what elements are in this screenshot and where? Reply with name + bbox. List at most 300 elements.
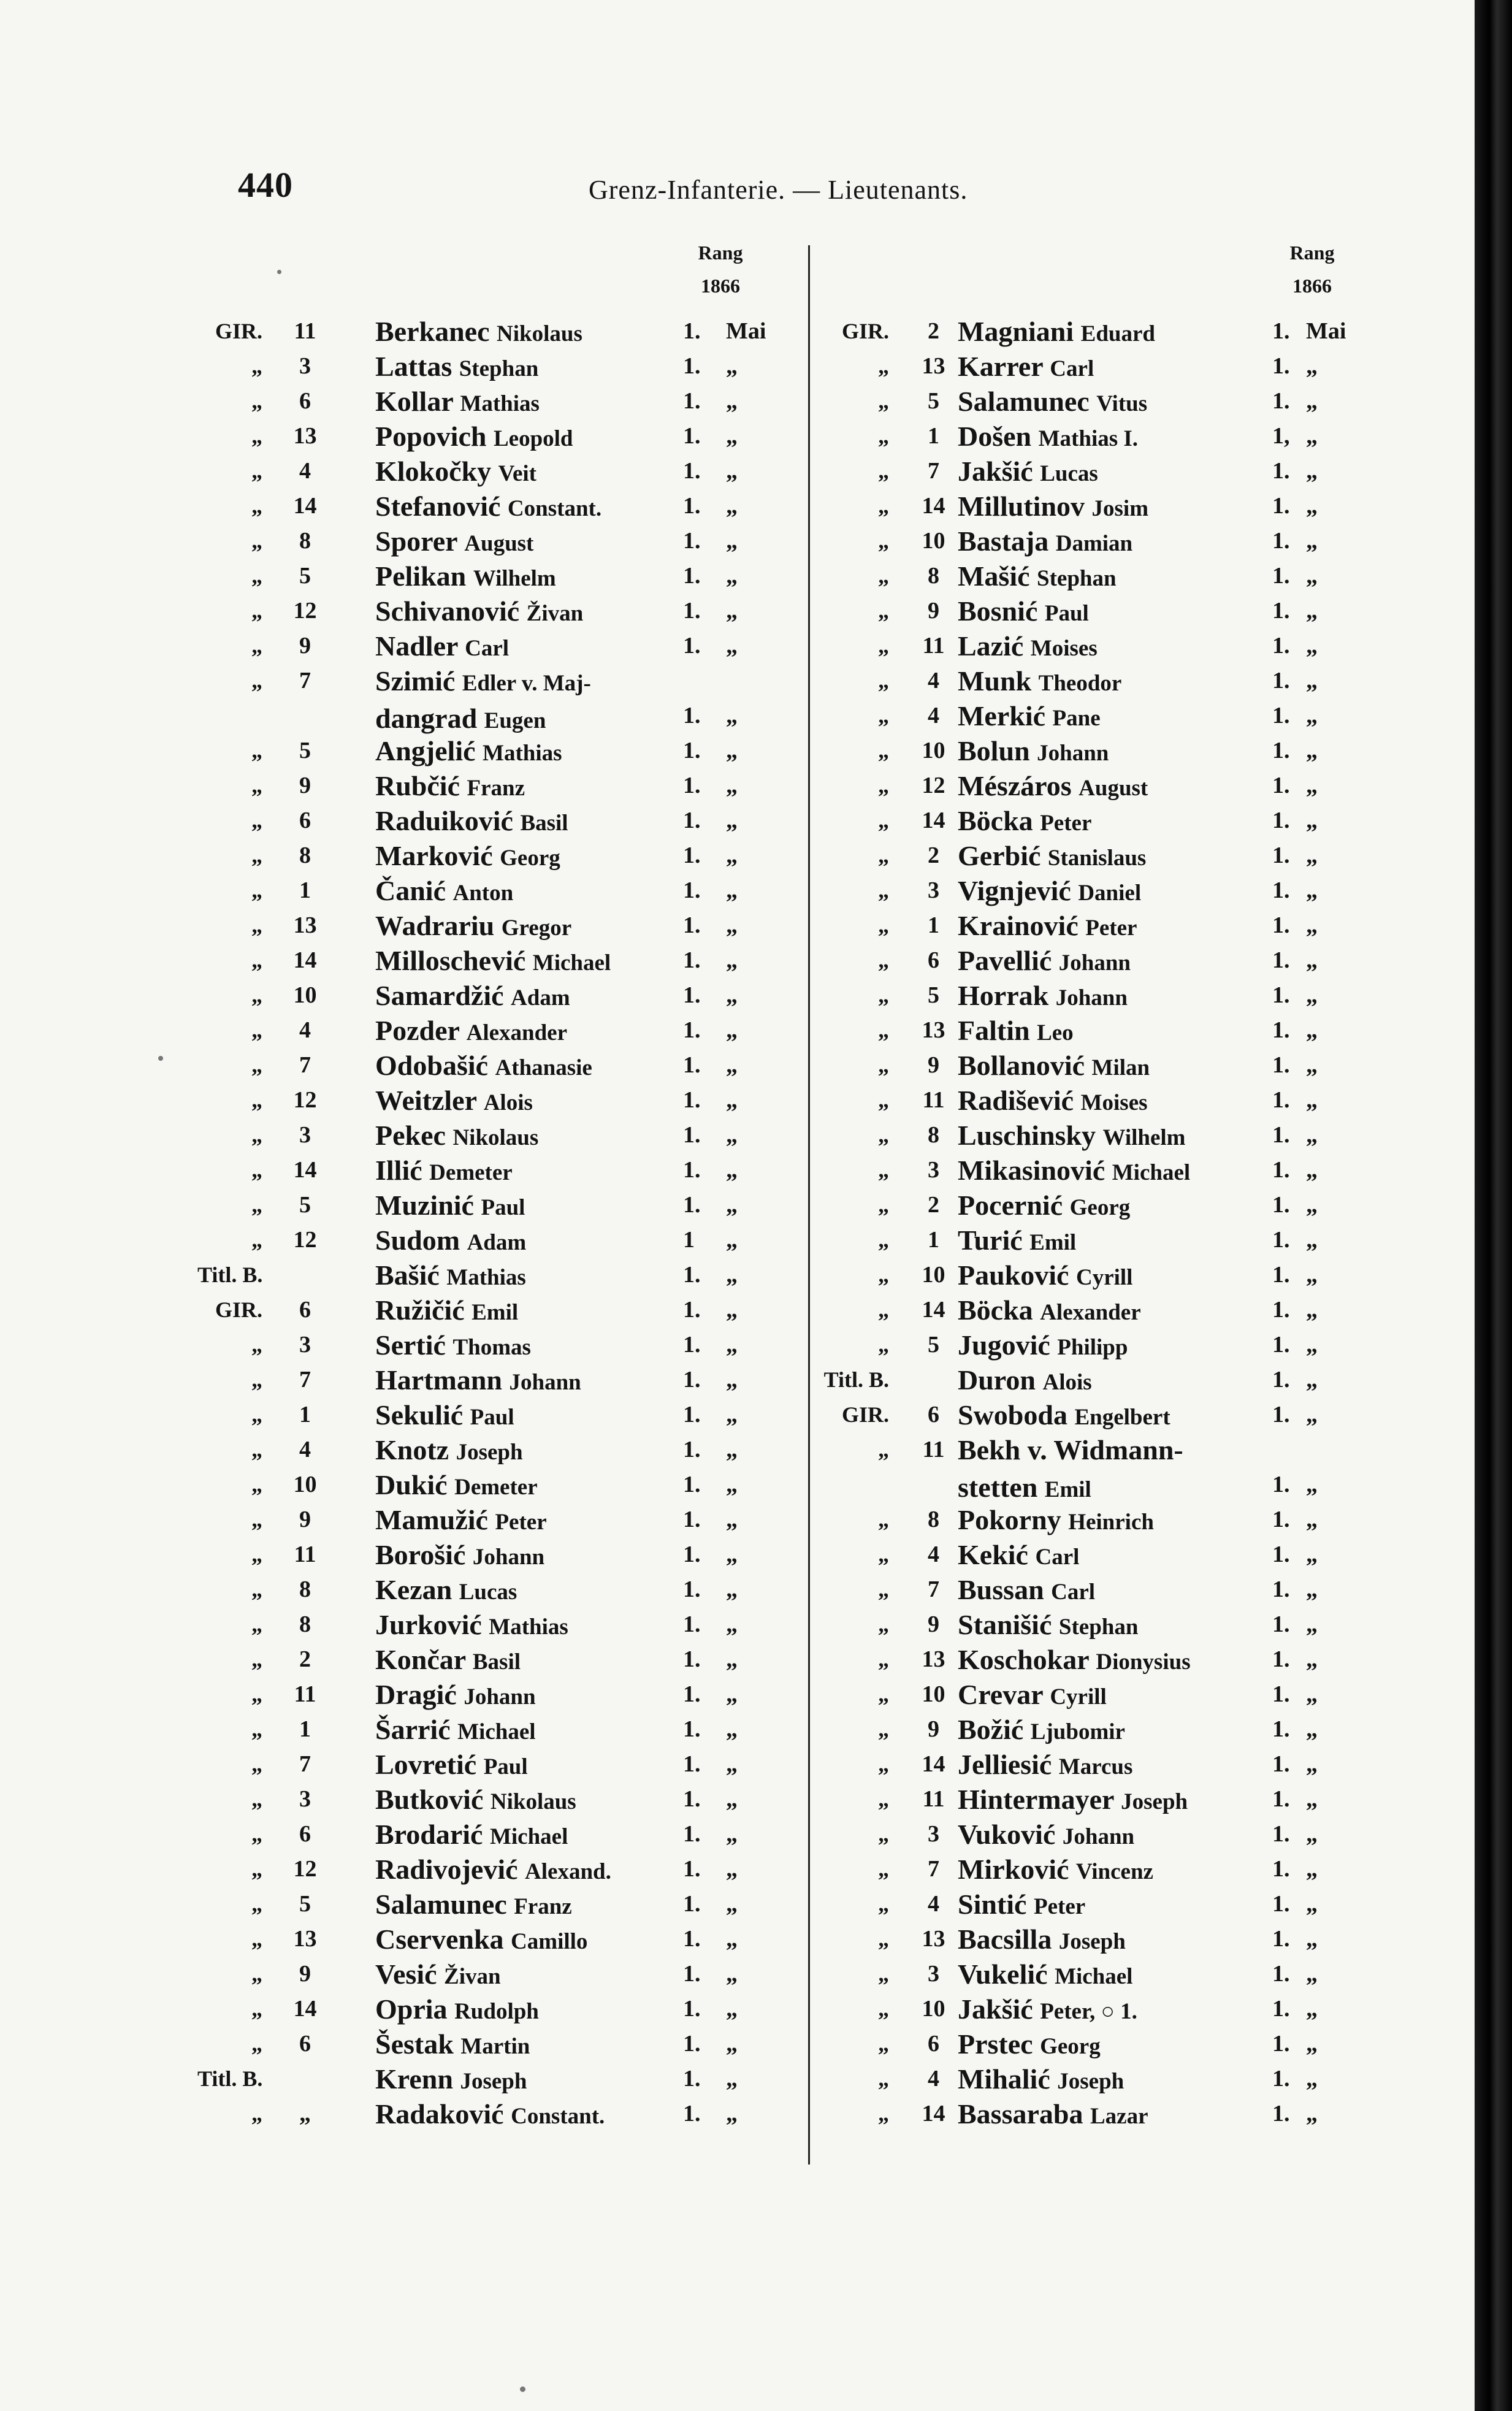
officer-name xyxy=(958,1852,1153,1889)
given-name: Paul xyxy=(470,1405,514,1430)
regiment-label: „ xyxy=(251,668,262,693)
regiment-label: „ xyxy=(251,2031,262,2056)
surname: Nadler xyxy=(375,630,458,662)
regiment-label: „ xyxy=(251,1857,262,1881)
surname: Rubčić xyxy=(375,770,460,801)
rank-day: 1. xyxy=(1272,1122,1290,1148)
battalion-number: 14 xyxy=(293,493,317,519)
surname: Pelikan xyxy=(375,560,467,592)
officer-name xyxy=(375,349,538,386)
regiment-label: „ xyxy=(251,1228,262,1252)
officer-name xyxy=(375,1747,528,1784)
rank-day: 1. xyxy=(683,1821,701,1847)
rank-day: 1. xyxy=(683,738,701,763)
rank-month: „ xyxy=(726,1157,738,1183)
regiment-label: „ xyxy=(878,564,889,588)
regiment-label: Titl. B. xyxy=(823,1367,889,1392)
surname: Stefanović xyxy=(375,491,501,522)
battalion-number: 5 xyxy=(928,982,939,1008)
regiment-label: „ xyxy=(251,1367,262,1392)
officer-name xyxy=(958,2027,1101,2064)
regiment-label: „ xyxy=(251,948,262,972)
regiment-label: „ xyxy=(878,808,889,833)
surname: Lattas xyxy=(375,351,452,382)
given-name: Pane xyxy=(1052,706,1101,731)
regiment-label: „ xyxy=(251,1577,262,1602)
surname: Mikasinović xyxy=(958,1155,1105,1186)
officer-name xyxy=(958,1572,1095,1610)
rank-month: „ xyxy=(1306,1157,1318,1183)
rang-heading-right xyxy=(1281,236,1343,302)
officer-name xyxy=(375,1153,513,1190)
regiment-label: „ xyxy=(878,1857,889,1881)
surname: Mašić xyxy=(958,560,1030,592)
rank-month: „ xyxy=(726,493,738,519)
officer-name xyxy=(958,873,1141,911)
rank-month: „ xyxy=(726,598,738,624)
battalion-number: 13 xyxy=(293,1926,317,1952)
battalion-number: 3 xyxy=(928,1961,939,1987)
rank-month: „ xyxy=(1306,843,1318,868)
regiment-label: „ xyxy=(251,1962,262,1986)
battalion-number: 9 xyxy=(299,773,311,798)
rank-day: 1 xyxy=(683,1227,695,1253)
given-name: Johann xyxy=(1058,950,1131,976)
officer-name xyxy=(375,978,570,1015)
officer-name xyxy=(375,943,611,980)
given-name: Stephan xyxy=(1037,566,1117,591)
battalion-number: 14 xyxy=(922,1751,945,1777)
rank-month: „ xyxy=(1306,528,1318,554)
battalion-number: 3 xyxy=(928,1821,939,1847)
rank-month: „ xyxy=(1306,1926,1318,1952)
given-name: Leopold xyxy=(493,426,573,451)
battalion-number: 11 xyxy=(294,318,316,344)
officer-name xyxy=(375,803,568,841)
surname: Turić xyxy=(958,1225,1023,1256)
officer-name xyxy=(958,1642,1191,1679)
officer-name xyxy=(958,1502,1154,1540)
battalion-number: 3 xyxy=(299,1122,311,1148)
battalion-number: 5 xyxy=(928,388,939,414)
battalion-number: 8 xyxy=(299,843,311,868)
rank-month: „ xyxy=(726,1332,738,1358)
surname: Jugović xyxy=(958,1329,1050,1361)
regiment-label: „ xyxy=(251,1892,262,1916)
surname: Kollar xyxy=(375,386,453,417)
battalion-number: 4 xyxy=(928,2066,939,2092)
rank-month: „ xyxy=(726,528,738,554)
battalion-number: 10 xyxy=(922,528,945,554)
regiment-label: Titl. B. xyxy=(197,1263,263,1287)
rank-day: 1. xyxy=(683,1961,701,1987)
given-name: Živan xyxy=(526,601,584,626)
given-name: Leo xyxy=(1037,1020,1074,1045)
surname: Sertić xyxy=(375,1329,446,1361)
battalion-number: 12 xyxy=(922,773,945,798)
rank-month: „ xyxy=(726,1087,738,1113)
regiment-label: „ xyxy=(251,1123,262,1147)
officer-name xyxy=(958,838,1146,876)
given-name: Dionysius xyxy=(1096,1649,1191,1675)
battalion-number: 10 xyxy=(922,1262,945,1288)
battalion-number: 6 xyxy=(299,1297,311,1323)
battalion-number: 7 xyxy=(299,1751,311,1777)
given-name: Milan xyxy=(1091,1055,1150,1080)
regiment-label: „ xyxy=(878,2066,889,2091)
rank-day: 1. xyxy=(1272,738,1290,763)
regiment-label: „ xyxy=(878,1577,889,1602)
officer-name xyxy=(375,314,582,351)
surname: Crevar xyxy=(958,1679,1043,1710)
officer-name xyxy=(375,1223,526,1260)
officer-name xyxy=(958,1118,1186,1155)
battalion-number: 14 xyxy=(293,1996,317,2022)
rang-label: Rang xyxy=(698,242,743,264)
regiment-label: GIR. xyxy=(215,319,262,343)
battalion-number: 13 xyxy=(922,1646,945,1672)
surname: Opria xyxy=(375,1993,448,2025)
given-name: Mathias I. xyxy=(1038,426,1139,451)
given-name: Athanasie xyxy=(495,1055,592,1080)
regiment-label: „ xyxy=(878,1892,889,1916)
rank-day: 1. xyxy=(683,773,701,798)
given-name: Nikolaus xyxy=(497,321,582,346)
surname: Salamunec xyxy=(375,1889,507,1920)
surname: Szimić xyxy=(375,665,456,697)
regiment-label: „ xyxy=(878,703,889,728)
rank-day: 1. xyxy=(1272,1507,1290,1532)
battalion-number: 14 xyxy=(293,947,317,973)
officer-name xyxy=(958,768,1148,806)
battalion-number: 8 xyxy=(928,563,939,589)
officer-name xyxy=(958,1747,1132,1784)
surname: Koschokar xyxy=(958,1644,1089,1675)
battalion-number: 9 xyxy=(928,1052,939,1078)
battalion-number: 5 xyxy=(299,1192,311,1218)
rank-month: „ xyxy=(1306,1542,1318,1567)
surname: Hartmann xyxy=(375,1364,502,1396)
regiment-label: „ xyxy=(251,1158,262,1182)
officer-name xyxy=(958,1362,1092,1400)
rank-day: 1. xyxy=(1272,458,1290,484)
officer-name xyxy=(375,1328,531,1365)
officer-name xyxy=(958,663,1121,701)
rank-month: „ xyxy=(1306,1402,1318,1427)
battalion-number: 14 xyxy=(922,2101,945,2126)
rank-month: „ xyxy=(726,1646,738,1672)
rank-month: „ xyxy=(1306,1786,1318,1812)
given-name: Emil xyxy=(472,1300,519,1325)
regiment-label: „ xyxy=(251,1472,262,1497)
given-name: Alois xyxy=(483,1090,533,1115)
rank-month: „ xyxy=(1306,598,1318,624)
rank-day: 1. xyxy=(1272,912,1290,938)
battalion-number: 1 xyxy=(299,877,311,903)
given-name: Alexander xyxy=(1040,1300,1141,1325)
given-name: Carl xyxy=(1035,1545,1080,1570)
rank-month: „ xyxy=(1306,738,1318,763)
battalion-number: „ xyxy=(299,2101,311,2126)
rank-day: 1. xyxy=(683,1157,701,1183)
given-name: Moises xyxy=(1030,636,1098,661)
battalion-number: 13 xyxy=(922,353,945,379)
regiment-label: „ xyxy=(878,1297,889,1322)
rank-month: „ xyxy=(726,633,738,659)
officer-name xyxy=(375,1537,544,1575)
rank-month: „ xyxy=(1306,458,1318,484)
regiment-label: „ xyxy=(251,913,262,938)
regiment-label: „ xyxy=(251,1752,262,1776)
officer-name xyxy=(375,1048,592,1085)
rank-month: „ xyxy=(726,2101,738,2126)
rank-day: 1. xyxy=(683,458,701,484)
given-name: Paul xyxy=(1044,601,1089,626)
battalion-number: 4 xyxy=(928,1542,939,1567)
rank-day: 1. xyxy=(683,1262,701,1288)
rank-day: 1. xyxy=(683,1052,701,1078)
regiment-label: „ xyxy=(878,1647,889,1672)
rank-month: „ xyxy=(726,912,738,938)
rank-month: „ xyxy=(1306,1367,1318,1393)
officer-name xyxy=(958,1922,1126,1959)
officer-name xyxy=(958,943,1131,980)
given-name: Rudolph xyxy=(454,1999,539,2024)
officer-name xyxy=(375,2027,530,2064)
battalion-number: 6 xyxy=(299,808,311,833)
surname: Klokočky xyxy=(375,456,492,487)
rank-month: „ xyxy=(1306,1856,1318,1882)
rang-label: Rang xyxy=(1289,242,1335,264)
regiment-label: „ xyxy=(878,1927,889,1951)
given-name: Nikolaus xyxy=(490,1789,576,1814)
officer-name xyxy=(958,1432,1258,1507)
rank-day: 1. xyxy=(1272,1821,1290,1847)
surname: Pozder xyxy=(375,1015,460,1046)
rank-day: 1. xyxy=(1272,668,1290,693)
officer-name xyxy=(958,524,1132,561)
surname: Muzinić xyxy=(375,1190,474,1221)
rank-day: 1. xyxy=(683,1576,701,1602)
surname-continued: dangrad xyxy=(375,703,478,734)
surname: Pauković xyxy=(958,1259,1069,1291)
regiment-label: Titl. B. xyxy=(197,2066,263,2091)
surname: Čanić xyxy=(375,875,446,906)
rank-month: „ xyxy=(1306,2031,1318,2057)
surname: Lazić xyxy=(958,630,1024,662)
surname: Bosnić xyxy=(958,595,1038,627)
battalion-number: 1 xyxy=(928,912,939,938)
rank-month: „ xyxy=(726,1262,738,1288)
rank-day: 1. xyxy=(683,1542,701,1567)
regiment-label: „ xyxy=(878,1437,889,1462)
rank-day: 1. xyxy=(1272,1856,1290,1882)
given-name: Stanislaus xyxy=(1047,846,1147,871)
given-name: Vitus xyxy=(1096,391,1148,416)
given-name: Martin xyxy=(460,2034,530,2059)
rank-day: 1. xyxy=(683,1437,701,1462)
battalion-number: 1 xyxy=(928,1227,939,1253)
battalion-number: 9 xyxy=(299,1507,311,1532)
officer-name xyxy=(958,1223,1076,1260)
battalion-number: 1 xyxy=(928,423,939,449)
regiment-label: „ xyxy=(251,494,262,518)
given-name: Philipp xyxy=(1057,1335,1128,1360)
officer-name xyxy=(375,1572,517,1610)
surname: Sintić xyxy=(958,1889,1027,1920)
column-divider xyxy=(808,245,810,2165)
regiment-label: „ xyxy=(878,1088,889,1112)
surname-continued: stetten xyxy=(958,1472,1038,1503)
rank-day: 1. xyxy=(683,2101,701,2126)
given-name-continued: Eugen xyxy=(484,708,546,733)
rank-day: 1. xyxy=(683,1087,701,1113)
officer-name xyxy=(375,908,571,946)
officer-name xyxy=(958,978,1128,1015)
rank-month: „ xyxy=(1306,1052,1318,1078)
officer-name xyxy=(958,1328,1128,1365)
regiment-label: „ xyxy=(251,1927,262,1951)
rank-month: „ xyxy=(1306,668,1318,693)
officer-name xyxy=(958,908,1137,946)
rank-month: „ xyxy=(726,1052,738,1078)
given-name: Joseph xyxy=(1058,1929,1126,1954)
regiment-label: „ xyxy=(251,1612,262,1637)
surname: Jakšić xyxy=(958,456,1033,487)
surname: Dukić xyxy=(375,1469,448,1500)
given-name: Daniel xyxy=(1078,881,1142,906)
regiment-label: „ xyxy=(878,424,889,448)
rank-month: „ xyxy=(726,947,738,973)
given-name: Michael xyxy=(489,1824,568,1849)
regiment-label: „ xyxy=(878,1332,889,1357)
officer-name xyxy=(958,1048,1150,1085)
given-name: Gregor xyxy=(501,915,572,941)
rank-day: 1. xyxy=(683,1332,701,1358)
battalion-number: 8 xyxy=(928,1122,939,1148)
battalion-number: 5 xyxy=(299,1891,311,1917)
battalion-number: 5 xyxy=(928,1332,939,1358)
surname: Kezan xyxy=(375,1574,452,1605)
regiment-label: „ xyxy=(878,1507,889,1532)
officer-name xyxy=(958,594,1089,631)
battalion-number: 14 xyxy=(293,1157,317,1183)
rank-month: „ xyxy=(1306,1996,1318,2022)
rank-day: 1. xyxy=(683,808,701,833)
rank-month: „ xyxy=(726,1542,738,1567)
battalion-number: 8 xyxy=(928,1507,939,1532)
given-name: Basil xyxy=(520,811,568,836)
regiment-label: „ xyxy=(251,1717,262,1741)
rank-day: 1. xyxy=(683,598,701,624)
rank-day: 1. xyxy=(1272,808,1290,833)
battalion-number: 6 xyxy=(928,2031,939,2057)
rank-month: „ xyxy=(1306,1646,1318,1672)
page-number: 440 xyxy=(238,165,293,205)
surname: Odobašić xyxy=(375,1050,489,1081)
given-name: Engelbert xyxy=(1074,1405,1170,1430)
rank-month: „ xyxy=(1306,1751,1318,1777)
given-name: Carl xyxy=(465,636,510,661)
rank-day: 1. xyxy=(1272,947,1290,973)
given-name: Georg xyxy=(1069,1195,1131,1220)
rank-day: 1. xyxy=(683,1367,701,1393)
given-name: Michael xyxy=(1112,1160,1191,1185)
given-name: Lucas xyxy=(1040,461,1098,486)
rank-month: „ xyxy=(1306,423,1318,449)
rank-day: 1. xyxy=(683,1507,701,1532)
surname: Pocernić xyxy=(958,1190,1063,1221)
rank-month: „ xyxy=(1306,2101,1318,2126)
rank-day: 1. xyxy=(1272,1332,1290,1358)
battalion-number: 13 xyxy=(293,423,317,449)
regiment-label: „ xyxy=(251,2101,262,2126)
given-name: Anton xyxy=(452,881,514,906)
officer-name xyxy=(375,1887,572,1924)
given-name: Constant. xyxy=(507,496,602,521)
officer-name xyxy=(375,2096,605,2134)
regiment-label: „ xyxy=(878,459,889,483)
regiment-label: „ xyxy=(251,738,262,763)
regiment-label: „ xyxy=(251,354,262,378)
rang-year: 1866 xyxy=(1292,275,1332,297)
battalion-number: 8 xyxy=(299,528,311,554)
rank-day: 1. xyxy=(1272,1017,1290,1043)
surname: Millutinov xyxy=(958,491,1085,522)
surname: Luschinsky xyxy=(958,1120,1096,1151)
rank-month: „ xyxy=(1306,493,1318,519)
regiment-label: „ xyxy=(878,948,889,972)
rank-day: 1. xyxy=(1272,1926,1290,1952)
rank-month: Mai xyxy=(726,318,766,344)
rank-day: 1. xyxy=(1272,528,1290,554)
surname: Butković xyxy=(375,1784,484,1815)
rank-month: „ xyxy=(1306,1821,1318,1847)
given-name: Edler v. Maj- xyxy=(462,671,591,696)
rank-day: 1. xyxy=(1272,1646,1290,1672)
surname: Radaković xyxy=(375,2098,504,2130)
officer-name xyxy=(375,1467,538,1505)
rank-day: 1. xyxy=(683,703,701,728)
surname: Vukelić xyxy=(958,1958,1048,1990)
officer-name xyxy=(375,2061,527,2099)
rank-day: 1. xyxy=(1272,563,1290,589)
battalion-number: 9 xyxy=(299,633,311,659)
rank-day: 1. xyxy=(683,1681,701,1707)
battalion-number: 4 xyxy=(928,668,939,693)
rank-month: „ xyxy=(726,458,738,484)
rank-month: „ xyxy=(726,738,738,763)
given-name: Mathias xyxy=(446,1265,526,1290)
rank-day: 1, xyxy=(1272,423,1290,449)
battalion-number: 9 xyxy=(928,598,939,624)
officer-name xyxy=(958,1397,1170,1435)
rank-month: „ xyxy=(1306,353,1318,379)
regiment-label: „ xyxy=(251,1053,262,1077)
given-name: Demeter xyxy=(429,1160,513,1185)
officer-name xyxy=(375,663,676,738)
surname: Angjelić xyxy=(375,735,476,766)
rank-month: „ xyxy=(1306,1297,1318,1323)
officer-name xyxy=(375,1397,514,1435)
battalion-number: 11 xyxy=(922,633,945,659)
rank-day: 1. xyxy=(683,982,701,1008)
surname: Swoboda xyxy=(958,1399,1067,1431)
surname: Sudom xyxy=(375,1225,460,1256)
surname: Salamunec xyxy=(958,386,1090,417)
surname: Vuković xyxy=(958,1819,1056,1850)
given-name: Wilhelm xyxy=(1102,1125,1186,1150)
